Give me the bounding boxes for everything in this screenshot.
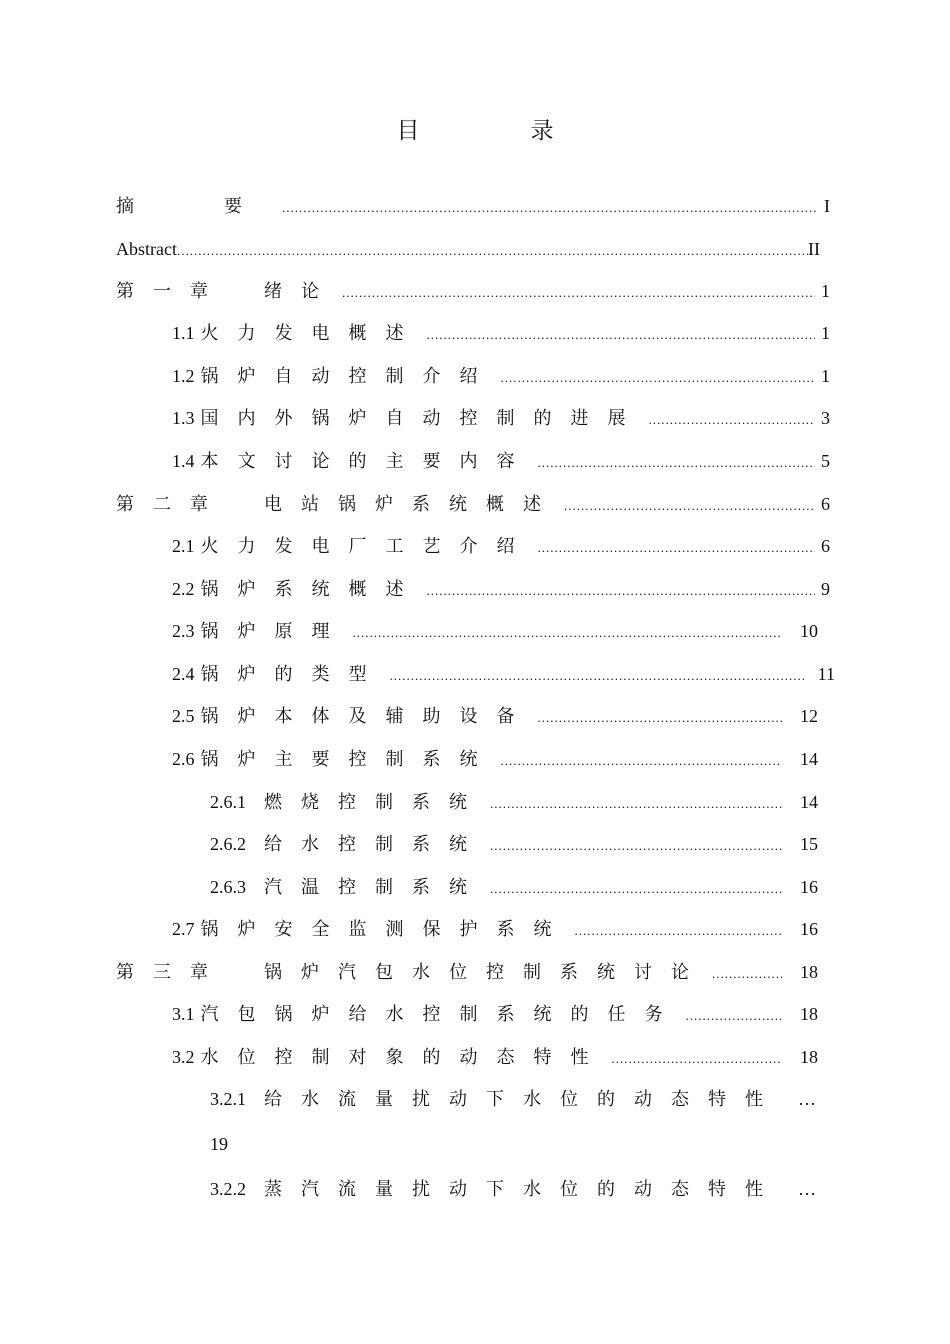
toc-entry-page: 1 (821, 281, 830, 301)
toc-leader (538, 448, 816, 478)
toc-entry-number: 3.2.1 (210, 1089, 246, 1109)
toc-entry[interactable] (116, 489, 830, 519)
toc-leader (686, 1001, 783, 1031)
toc-leader (427, 576, 816, 606)
toc-leader (501, 746, 783, 776)
toc-entry-number: 1.1 (172, 323, 195, 343)
toc-entry-number: 3.2.2 (210, 1179, 246, 1199)
toc-entry-page: 18 (800, 962, 818, 982)
toc-entry-number: 3.2 (172, 1047, 195, 1067)
toc-entry-text: 火力发电概述 (200, 323, 423, 343)
toc-entry-number: 3.1 (172, 1004, 195, 1024)
toc-entry-text: 给水控制系统 (264, 834, 486, 854)
toc-entry-page: 11 (817, 664, 835, 684)
toc-entry-text: 蒸汽流量扰动下水位的动态特性 (264, 1179, 782, 1199)
toc-entry[interactable] (210, 787, 818, 817)
toc-entry[interactable] (172, 744, 818, 774)
toc-entry[interactable] (172, 659, 835, 689)
toc-entry-text: 本文讨论的主要内容 (200, 451, 534, 471)
toc-entry-number: 2.6.1 (210, 792, 246, 812)
toc-leader (564, 491, 815, 521)
toc-entry-number: 2.6.3 (210, 877, 246, 897)
toc-entry-text: 第二章 电站锅炉系统概述 (116, 494, 560, 514)
toc-entry[interactable] (210, 1174, 818, 1204)
toc-entry[interactable] (172, 616, 818, 646)
toc-entry-page: 10 (800, 621, 818, 641)
toc-entry-text: 锅炉本体及辅助设备 (200, 706, 534, 726)
toc-entry-text: 第三章 锅炉汽包水位控制系统讨论 (116, 962, 708, 982)
toc-entry-number: 2.4 (172, 664, 195, 684)
toc-entry-text: 第一章 绪论 (116, 281, 338, 301)
toc-entry-page: 18 (800, 1004, 818, 1024)
toc-entry[interactable] (172, 446, 830, 476)
toc-entry[interactable] (116, 191, 830, 221)
toc-entry-text: 摘 要 (116, 196, 278, 216)
toc-leader (342, 278, 815, 308)
toc-entry-page: 1 (821, 366, 830, 386)
toc-entry-number: 1.2 (172, 366, 195, 386)
toc-entry-text: 锅炉的类型 (200, 664, 386, 684)
toc-entry-page: II (808, 239, 820, 259)
toc-entry-page: 16 (800, 877, 818, 897)
toc-entry[interactable] (172, 574, 830, 604)
toc-entry-page: 1 (821, 323, 830, 343)
toc-leader (538, 703, 783, 733)
toc-entry-text: 火力发电厂工艺介绍 (200, 536, 534, 556)
toc-entry-number: 2.6.2 (210, 834, 246, 854)
toc-entry[interactable] (172, 531, 830, 561)
toc-entry[interactable] (116, 234, 820, 264)
toc-entry-text: 锅炉主要控制系统 (200, 749, 497, 769)
toc-entry-number: 2.1 (172, 536, 195, 556)
toc-entry[interactable] (210, 829, 818, 859)
toc-entry[interactable] (172, 403, 830, 433)
toc-entry-text: 锅炉原理 (200, 621, 349, 641)
toc-entry-page: … (798, 1179, 818, 1199)
toc-entry-page: 15 (800, 834, 818, 854)
toc-entry-number: 1.4 (172, 451, 195, 471)
toc-leader (612, 1044, 783, 1074)
toc-leader (353, 618, 783, 648)
toc-entry[interactable] (210, 1084, 818, 1114)
toc-entry[interactable] (116, 276, 830, 306)
page-title: 目 录 (396, 118, 598, 143)
toc-entry-page: 3 (821, 408, 830, 428)
toc-entry-text: 汽温控制系统 (264, 877, 486, 897)
toc-entry-number: 2.2 (172, 579, 195, 599)
toc-entry-page: 6 (821, 536, 830, 556)
toc-leader (282, 193, 818, 223)
toc-entry-page: 14 (800, 792, 818, 812)
toc-entry-number: 2.6 (172, 749, 195, 769)
toc-leader (575, 916, 783, 946)
toc-leader (490, 789, 782, 819)
toc-entry-text: 国内外锅炉自动控制的进展 (200, 408, 645, 428)
toc-entry-page: 14 (800, 749, 818, 769)
toc-entry[interactable] (172, 361, 830, 391)
toc-entry-number: 2.5 (172, 706, 195, 726)
toc-entry-number: 2.3 (172, 621, 195, 641)
toc-leader (427, 320, 816, 350)
toc-leader (649, 405, 816, 435)
toc-entry-text: 锅炉系统概述 (200, 579, 423, 599)
toc-leader (390, 661, 804, 691)
toc-entry-page: 6 (821, 494, 830, 514)
toc-entry[interactable] (210, 872, 818, 902)
toc-entry[interactable] (116, 957, 818, 987)
toc-leader (501, 363, 816, 393)
toc-entry-text: 锅炉自动控制介绍 (200, 366, 497, 386)
toc-entry-text: Abstract (116, 239, 177, 259)
toc-leader (490, 874, 782, 904)
toc-entry-number: 1.3 (172, 408, 195, 428)
toc-entry-text: 锅炉安全监测保护系统 (200, 919, 571, 939)
toc-entry[interactable] (172, 701, 818, 731)
toc-entry-page: … (798, 1089, 818, 1109)
toc-entry-text: 燃烧控制系统 (264, 792, 486, 812)
toc-leader (490, 831, 782, 861)
toc-entry-number: 2.7 (172, 919, 195, 939)
toc-entry-page-wrapped: 19 (210, 1134, 228, 1154)
toc-leader (177, 236, 808, 266)
toc-entry[interactable] (172, 318, 830, 348)
toc-entry[interactable] (172, 914, 818, 944)
toc-leader (712, 959, 782, 989)
toc-entry-page: 5 (821, 451, 830, 471)
toc-entry-page: I (824, 196, 830, 216)
toc-entry[interactable] (172, 1042, 818, 1072)
toc-entry-page: 12 (800, 706, 818, 726)
toc-entry[interactable] (172, 999, 818, 1029)
toc-entry-page: 18 (800, 1047, 818, 1067)
toc-entry-text: 水位控制对象的动态特性 (200, 1047, 608, 1067)
toc-leader (538, 533, 816, 563)
toc-entry-text: 给水流量扰动下水位的动态特性 (264, 1089, 782, 1109)
toc-entry-page: 9 (821, 579, 830, 599)
toc-entry-text: 汽包锅炉给水控制系统的任务 (200, 1004, 682, 1024)
toc-entry-page: 16 (800, 919, 818, 939)
